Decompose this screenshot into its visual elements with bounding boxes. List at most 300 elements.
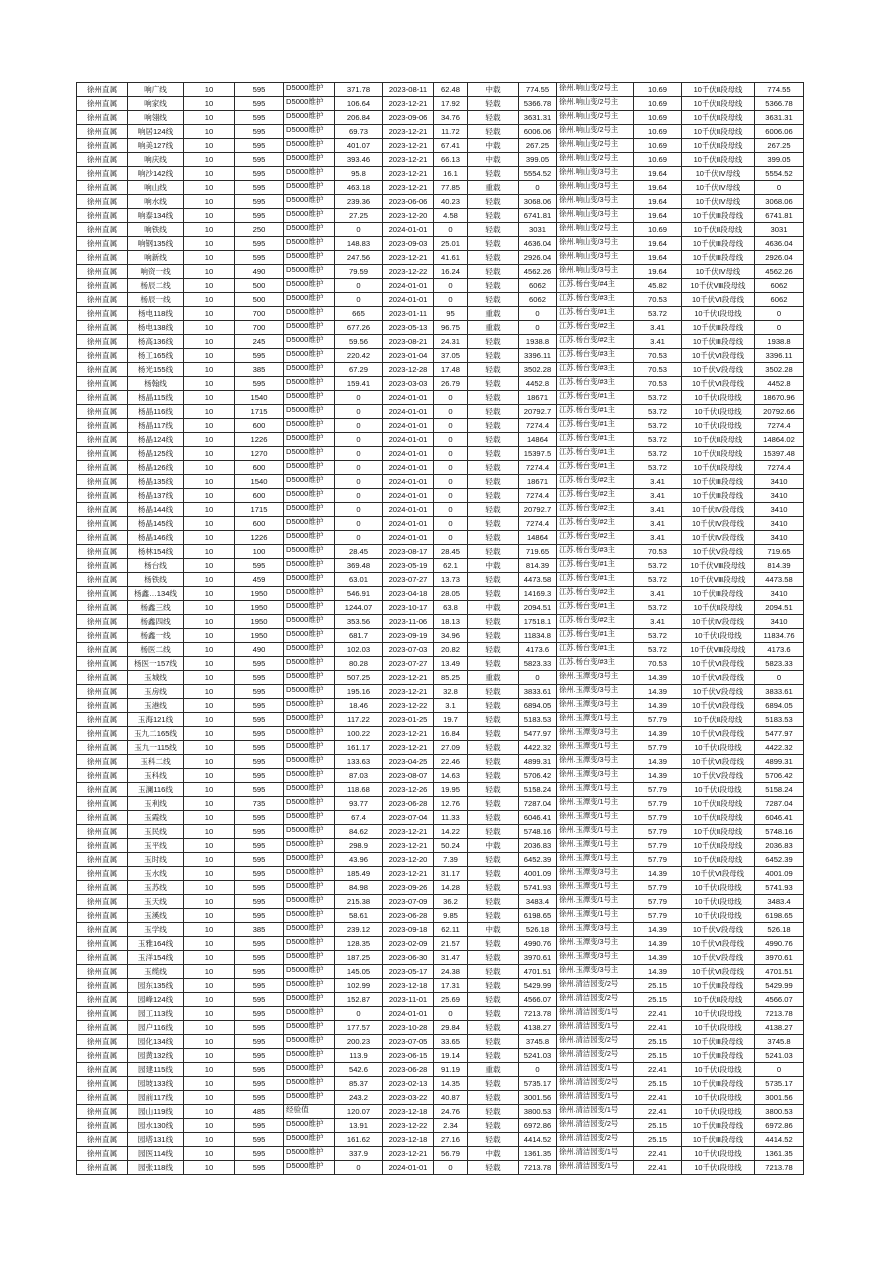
cell-bus: 10千伏Ⅷ段母线 bbox=[682, 573, 755, 587]
cell-voltage: 10 bbox=[184, 181, 235, 195]
cell-bus-available-capacity: 15397.48 bbox=[755, 447, 804, 461]
cell-bus-available-capacity: 814.39 bbox=[755, 559, 804, 573]
table-row bbox=[77, 1133, 804, 1147]
cell-data-source: D5000维护 bbox=[284, 321, 335, 335]
cell-bus-available-capacity: 5241.03 bbox=[755, 1049, 804, 1063]
cell-available-capacity: 1938.8 bbox=[519, 335, 557, 349]
cell-voltage: 10 bbox=[184, 839, 235, 853]
cell-load-rate: 0 bbox=[434, 531, 468, 545]
cell-voltage: 10 bbox=[184, 643, 235, 657]
cell-line-name: 玉民线 bbox=[128, 825, 184, 839]
cell-load-status: 轻载 bbox=[468, 223, 519, 237]
cell-load: 177.57 bbox=[335, 1021, 383, 1035]
cell-substation: 徐州.响山变/2号主 bbox=[557, 153, 634, 167]
cell-capacity: 595 bbox=[235, 657, 284, 671]
cell-transformer-rate: 53.72 bbox=[634, 559, 682, 573]
cell-bus: 10千伏Ⅰ段母线 bbox=[682, 1063, 755, 1077]
cell-date: 2023-07-27 bbox=[383, 657, 434, 671]
table-row bbox=[77, 363, 804, 377]
cell-date: 2023-12-21 bbox=[383, 181, 434, 195]
cell-bus: 10千伏Ⅵ段母线 bbox=[682, 671, 755, 685]
cell-data-source: D5000维护 bbox=[284, 181, 335, 195]
cell-load-status: 轻载 bbox=[468, 755, 519, 769]
cell-substation: 徐州.清洁园变/2号 bbox=[557, 1049, 634, 1063]
cell-line-name: 园山119线 bbox=[128, 1105, 184, 1119]
cell-capacity: 595 bbox=[235, 993, 284, 1007]
cell-capacity: 595 bbox=[235, 181, 284, 195]
cell-bus-available-capacity: 5158.24 bbox=[755, 783, 804, 797]
cell-bus-available-capacity: 4001.09 bbox=[755, 867, 804, 881]
cell-substation: 徐州.清洁园变/2号 bbox=[557, 1119, 634, 1133]
cell-data-source: D5000维护 bbox=[284, 587, 335, 601]
cell-organization: 徐州直属 bbox=[77, 1133, 128, 1147]
cell-substation: 徐州.响山变/2号主 bbox=[557, 139, 634, 153]
cell-line-name: 杨医二线 bbox=[128, 643, 184, 657]
cell-voltage: 10 bbox=[184, 895, 235, 909]
cell-line-name: 玉洋154线 bbox=[128, 951, 184, 965]
cell-load: 220.42 bbox=[335, 349, 383, 363]
cell-transformer-rate: 25.15 bbox=[634, 1077, 682, 1091]
cell-organization: 徐州直属 bbox=[77, 797, 128, 811]
cell-substation: 徐州.清洁园变/2号 bbox=[557, 1077, 634, 1091]
cell-organization: 徐州直属 bbox=[77, 279, 128, 293]
cell-load: 239.12 bbox=[335, 923, 383, 937]
cell-transformer-rate: 10.69 bbox=[634, 223, 682, 237]
cell-bus: 10千伏Ⅴ段母线 bbox=[682, 923, 755, 937]
cell-load: 87.03 bbox=[335, 769, 383, 783]
cell-load-status: 轻载 bbox=[468, 937, 519, 951]
cell-capacity: 595 bbox=[235, 811, 284, 825]
cell-substation: 徐州.玉潭变/3号主 bbox=[557, 867, 634, 881]
cell-data-source: D5000维护 bbox=[284, 951, 335, 965]
cell-bus: 10千伏Ⅰ段母线 bbox=[682, 895, 755, 909]
cell-organization: 徐州直属 bbox=[77, 937, 128, 951]
cell-capacity: 595 bbox=[235, 377, 284, 391]
cell-bus: 10千伏Ⅵ段母线 bbox=[682, 965, 755, 979]
cell-organization: 徐州直属 bbox=[77, 727, 128, 741]
cell-date: 2023-08-11 bbox=[383, 83, 434, 97]
cell-substation: 徐州.清洁园变/1号 bbox=[557, 1063, 634, 1077]
cell-available-capacity: 4636.04 bbox=[519, 237, 557, 251]
cell-data-source: D5000维护 bbox=[284, 657, 335, 671]
cell-date: 2023-01-04 bbox=[383, 349, 434, 363]
table-row bbox=[77, 615, 804, 629]
cell-load: 133.63 bbox=[335, 755, 383, 769]
cell-voltage: 10 bbox=[184, 377, 235, 391]
cell-transformer-rate: 19.64 bbox=[634, 265, 682, 279]
cell-date: 2023-06-28 bbox=[383, 797, 434, 811]
table-row bbox=[77, 321, 804, 335]
cell-capacity: 595 bbox=[235, 167, 284, 181]
table-row bbox=[77, 475, 804, 489]
cell-substation: 徐州.玉潭变/3号主 bbox=[557, 699, 634, 713]
cell-substation: 江苏.杨台变/#3主 bbox=[557, 377, 634, 391]
cell-substation: 徐州.清洁园变/2号 bbox=[557, 1035, 634, 1049]
cell-line-name: 杨晶115线 bbox=[128, 391, 184, 405]
cell-bus: 10千伏Ⅵ段母线 bbox=[682, 349, 755, 363]
cell-data-source: D5000维护 bbox=[284, 419, 335, 433]
cell-data-source: D5000维护 bbox=[284, 279, 335, 293]
cell-load-status: 轻载 bbox=[468, 741, 519, 755]
cell-transformer-rate: 53.72 bbox=[634, 405, 682, 419]
cell-load: 0 bbox=[335, 419, 383, 433]
cell-bus: 10千伏Ⅱ段母线 bbox=[682, 825, 755, 839]
cell-voltage: 10 bbox=[184, 699, 235, 713]
cell-line-name: 杨晶117线 bbox=[128, 419, 184, 433]
cell-load-rate: 31.47 bbox=[434, 951, 468, 965]
cell-date: 2023-09-19 bbox=[383, 629, 434, 643]
cell-capacity: 595 bbox=[235, 1035, 284, 1049]
cell-capacity: 595 bbox=[235, 671, 284, 685]
cell-load-status: 轻载 bbox=[468, 909, 519, 923]
cell-available-capacity: 3745.8 bbox=[519, 1035, 557, 1049]
cell-data-source: D5000维护 bbox=[284, 643, 335, 657]
cell-available-capacity: 5823.33 bbox=[519, 657, 557, 671]
table-row bbox=[77, 517, 804, 531]
cell-available-capacity: 4001.09 bbox=[519, 867, 557, 881]
cell-organization: 徐州直属 bbox=[77, 685, 128, 699]
cell-load-rate: 0 bbox=[434, 391, 468, 405]
cell-data-source: D5000维护 bbox=[284, 377, 335, 391]
cell-date: 2023-12-21 bbox=[383, 867, 434, 881]
table-row bbox=[77, 335, 804, 349]
cell-load-rate: 16.84 bbox=[434, 727, 468, 741]
cell-load-rate: 13.73 bbox=[434, 573, 468, 587]
cell-line-name: 杨晶146线 bbox=[128, 531, 184, 545]
cell-substation: 江苏.杨台变/#1主 bbox=[557, 629, 634, 643]
cell-bus: 10千伏Ⅰ段母线 bbox=[682, 1161, 755, 1175]
cell-organization: 徐州直属 bbox=[77, 1007, 128, 1021]
cell-available-capacity: 5429.99 bbox=[519, 979, 557, 993]
table-row bbox=[77, 545, 804, 559]
cell-bus-available-capacity: 4562.26 bbox=[755, 265, 804, 279]
cell-bus-available-capacity: 4473.58 bbox=[755, 573, 804, 587]
table-row bbox=[77, 125, 804, 139]
cell-line-name: 玉房线 bbox=[128, 685, 184, 699]
cell-capacity: 600 bbox=[235, 419, 284, 433]
cell-date: 2023-09-18 bbox=[383, 923, 434, 937]
cell-date: 2023-06-30 bbox=[383, 951, 434, 965]
cell-load-status: 轻载 bbox=[468, 531, 519, 545]
cell-data-source: D5000维护 bbox=[284, 545, 335, 559]
cell-available-capacity: 20792.7 bbox=[519, 405, 557, 419]
cell-load: 102.99 bbox=[335, 979, 383, 993]
cell-voltage: 10 bbox=[184, 489, 235, 503]
cell-load: 0 bbox=[335, 1007, 383, 1021]
cell-capacity: 245 bbox=[235, 335, 284, 349]
cell-substation: 徐州.玉潭变/3号主 bbox=[557, 755, 634, 769]
cell-substation: 江苏.杨台变/#1主 bbox=[557, 433, 634, 447]
cell-load-status: 轻载 bbox=[468, 419, 519, 433]
cell-voltage: 10 bbox=[184, 405, 235, 419]
cell-line-name: 玉雅164线 bbox=[128, 937, 184, 951]
cell-load: 84.98 bbox=[335, 881, 383, 895]
cell-available-capacity: 719.65 bbox=[519, 545, 557, 559]
cell-bus: 10千伏Ⅲ段母线 bbox=[682, 209, 755, 223]
cell-capacity: 595 bbox=[235, 1091, 284, 1105]
cell-load: 247.56 bbox=[335, 251, 383, 265]
cell-substation: 徐州.玉潭变/3号主 bbox=[557, 965, 634, 979]
cell-load-status: 轻载 bbox=[468, 1035, 519, 1049]
cell-load-status: 轻载 bbox=[468, 895, 519, 909]
cell-available-capacity: 7213.78 bbox=[519, 1007, 557, 1021]
cell-bus-available-capacity: 5748.16 bbox=[755, 825, 804, 839]
cell-bus-available-capacity: 4452.8 bbox=[755, 377, 804, 391]
cell-date: 2023-08-21 bbox=[383, 335, 434, 349]
cell-line-name: 杨电118线 bbox=[128, 307, 184, 321]
cell-load-rate: 85.25 bbox=[434, 671, 468, 685]
table-row bbox=[77, 307, 804, 321]
cell-transformer-rate: 10.69 bbox=[634, 97, 682, 111]
cell-transformer-rate: 14.39 bbox=[634, 769, 682, 783]
cell-transformer-rate: 53.72 bbox=[634, 447, 682, 461]
table-row bbox=[77, 937, 804, 951]
cell-date: 2023-06-06 bbox=[383, 195, 434, 209]
cell-organization: 徐州直属 bbox=[77, 1021, 128, 1035]
cell-capacity: 490 bbox=[235, 265, 284, 279]
cell-load-rate: 4.58 bbox=[434, 209, 468, 223]
cell-transformer-rate: 53.72 bbox=[634, 601, 682, 615]
cell-load-status: 重载 bbox=[468, 671, 519, 685]
cell-voltage: 10 bbox=[184, 167, 235, 181]
cell-available-capacity: 5158.24 bbox=[519, 783, 557, 797]
cell-bus-available-capacity: 774.55 bbox=[755, 83, 804, 97]
cell-organization: 徐州直属 bbox=[77, 853, 128, 867]
table-row bbox=[77, 685, 804, 699]
cell-data-source: D5000维护 bbox=[284, 153, 335, 167]
cell-bus: 10千伏Ⅵ段母线 bbox=[682, 699, 755, 713]
cell-transformer-rate: 3.41 bbox=[634, 475, 682, 489]
cell-bus: 10千伏Ⅱ段母线 bbox=[682, 811, 755, 825]
cell-bus-available-capacity: 399.05 bbox=[755, 153, 804, 167]
cell-data-source: D5000维护 bbox=[284, 727, 335, 741]
cell-date: 2023-12-18 bbox=[383, 1105, 434, 1119]
cell-load-rate: 24.76 bbox=[434, 1105, 468, 1119]
cell-data-source: D5000维护 bbox=[284, 1091, 335, 1105]
cell-bus-available-capacity: 11834.76 bbox=[755, 629, 804, 643]
table-row bbox=[77, 489, 804, 503]
cell-organization: 徐州直属 bbox=[77, 741, 128, 755]
cell-voltage: 10 bbox=[184, 1077, 235, 1091]
cell-line-name: 园东135线 bbox=[128, 979, 184, 993]
cell-load: 152.87 bbox=[335, 993, 383, 1007]
cell-load-status: 轻载 bbox=[468, 769, 519, 783]
cell-load-rate: 11.72 bbox=[434, 125, 468, 139]
table-row bbox=[77, 713, 804, 727]
cell-transformer-rate: 14.39 bbox=[634, 937, 682, 951]
cell-load-rate: 28.45 bbox=[434, 545, 468, 559]
table-row bbox=[77, 209, 804, 223]
cell-organization: 徐州直属 bbox=[77, 839, 128, 853]
table-row bbox=[77, 909, 804, 923]
cell-organization: 徐州直属 bbox=[77, 881, 128, 895]
cell-load: 93.77 bbox=[335, 797, 383, 811]
table-row bbox=[77, 867, 804, 881]
cell-load-status: 轻载 bbox=[468, 1021, 519, 1035]
cell-bus-available-capacity: 4173.6 bbox=[755, 643, 804, 657]
cell-substation: 江苏.杨台变/#2主 bbox=[557, 615, 634, 629]
cell-bus-available-capacity: 6062 bbox=[755, 293, 804, 307]
cell-date: 2024-01-01 bbox=[383, 503, 434, 517]
cell-bus-available-capacity: 2094.51 bbox=[755, 601, 804, 615]
cell-organization: 徐州直属 bbox=[77, 951, 128, 965]
cell-load-rate: 27.09 bbox=[434, 741, 468, 755]
cell-bus-available-capacity: 0 bbox=[755, 1063, 804, 1077]
cell-load: 187.25 bbox=[335, 951, 383, 965]
cell-bus: 10千伏Ⅱ段母线 bbox=[682, 993, 755, 1007]
cell-load-status: 轻载 bbox=[468, 433, 519, 447]
cell-voltage: 10 bbox=[184, 1161, 235, 1175]
cell-transformer-rate: 22.41 bbox=[634, 1161, 682, 1175]
cell-line-name: 杨晶125线 bbox=[128, 447, 184, 461]
cell-bus-available-capacity: 4636.04 bbox=[755, 237, 804, 251]
cell-date: 2023-03-03 bbox=[383, 377, 434, 391]
cell-voltage: 10 bbox=[184, 321, 235, 335]
cell-substation: 徐州.响山变/3号主 bbox=[557, 167, 634, 181]
cell-transformer-rate: 3.41 bbox=[634, 517, 682, 531]
cell-load-rate: 0 bbox=[434, 461, 468, 475]
cell-load: 67.29 bbox=[335, 363, 383, 377]
cell-date: 2024-01-01 bbox=[383, 293, 434, 307]
cell-data-source: D5000维护 bbox=[284, 83, 335, 97]
table-row bbox=[77, 1063, 804, 1077]
cell-data-source: D5000维护 bbox=[284, 97, 335, 111]
cell-load: 0 bbox=[335, 503, 383, 517]
cell-line-name: 响铁线 bbox=[128, 223, 184, 237]
cell-available-capacity: 5366.78 bbox=[519, 97, 557, 111]
cell-load: 0 bbox=[335, 475, 383, 489]
cell-load: 106.64 bbox=[335, 97, 383, 111]
cell-load-status: 中载 bbox=[468, 559, 519, 573]
cell-available-capacity: 3068.06 bbox=[519, 195, 557, 209]
table-row bbox=[77, 601, 804, 615]
cell-line-name: 园前117线 bbox=[128, 1091, 184, 1105]
cell-load-rate: 17.92 bbox=[434, 97, 468, 111]
cell-data-source: D5000维护 bbox=[284, 363, 335, 377]
cell-line-name: 园户116线 bbox=[128, 1021, 184, 1035]
cell-available-capacity: 20792.7 bbox=[519, 503, 557, 517]
cell-load: 120.07 bbox=[335, 1105, 383, 1119]
cell-load: 85.37 bbox=[335, 1077, 383, 1091]
cell-available-capacity: 5477.97 bbox=[519, 727, 557, 741]
table-row bbox=[77, 1091, 804, 1105]
cell-voltage: 10 bbox=[184, 685, 235, 699]
cell-substation: 徐州.响山变/3号主 bbox=[557, 209, 634, 223]
cell-bus-available-capacity: 14864.02 bbox=[755, 433, 804, 447]
cell-load: 128.35 bbox=[335, 937, 383, 951]
table-row bbox=[77, 1035, 804, 1049]
cell-bus: 10千伏Ⅰ段母线 bbox=[682, 881, 755, 895]
cell-bus-available-capacity: 4138.27 bbox=[755, 1021, 804, 1035]
cell-transformer-rate: 14.39 bbox=[634, 867, 682, 881]
cell-bus-available-capacity: 6006.06 bbox=[755, 125, 804, 139]
cell-available-capacity: 2036.83 bbox=[519, 839, 557, 853]
cell-voltage: 10 bbox=[184, 433, 235, 447]
cell-date: 2023-12-21 bbox=[383, 1147, 434, 1161]
cell-load-status: 轻载 bbox=[468, 1119, 519, 1133]
cell-available-capacity: 0 bbox=[519, 321, 557, 335]
cell-data-source: D5000维护 bbox=[284, 251, 335, 265]
table-row bbox=[77, 755, 804, 769]
cell-available-capacity: 5748.16 bbox=[519, 825, 557, 839]
table-row bbox=[77, 391, 804, 405]
cell-data-source: D5000维护 bbox=[284, 615, 335, 629]
cell-line-name: 杨辰二线 bbox=[128, 279, 184, 293]
cell-organization: 徐州直属 bbox=[77, 251, 128, 265]
cell-load-rate: 0 bbox=[434, 279, 468, 293]
table-row bbox=[77, 993, 804, 1007]
cell-data-source: D5000维护 bbox=[284, 713, 335, 727]
cell-voltage: 10 bbox=[184, 825, 235, 839]
cell-load-status: 轻载 bbox=[468, 377, 519, 391]
cell-capacity: 595 bbox=[235, 839, 284, 853]
cell-substation: 徐州.响山变/3号主 bbox=[557, 265, 634, 279]
cell-voltage: 10 bbox=[184, 335, 235, 349]
cell-capacity: 1226 bbox=[235, 531, 284, 545]
cell-load: 393.46 bbox=[335, 153, 383, 167]
cell-organization: 徐州直属 bbox=[77, 391, 128, 405]
cell-date: 2024-01-01 bbox=[383, 1161, 434, 1175]
cell-bus-available-capacity: 7213.78 bbox=[755, 1007, 804, 1021]
cell-available-capacity: 18671 bbox=[519, 391, 557, 405]
cell-data-source: D5000维护 bbox=[284, 1035, 335, 1049]
cell-line-name: 杨鑫三线 bbox=[128, 601, 184, 615]
cell-voltage: 10 bbox=[184, 797, 235, 811]
cell-bus: 10千伏Ⅴ段母线 bbox=[682, 951, 755, 965]
cell-available-capacity: 267.25 bbox=[519, 139, 557, 153]
cell-load-rate: 0 bbox=[434, 1161, 468, 1175]
table-row bbox=[77, 1147, 804, 1161]
cell-available-capacity: 774.55 bbox=[519, 83, 557, 97]
cell-line-name: 玉城线 bbox=[128, 671, 184, 685]
cell-organization: 徐州直属 bbox=[77, 1049, 128, 1063]
cell-organization: 徐州直属 bbox=[77, 755, 128, 769]
cell-available-capacity: 5554.52 bbox=[519, 167, 557, 181]
cell-available-capacity: 6972.86 bbox=[519, 1119, 557, 1133]
cell-capacity: 595 bbox=[235, 97, 284, 111]
cell-voltage: 10 bbox=[184, 209, 235, 223]
cell-load-status: 轻载 bbox=[468, 293, 519, 307]
cell-load-rate: 19.95 bbox=[434, 783, 468, 797]
cell-bus-available-capacity: 3410 bbox=[755, 475, 804, 489]
cell-load-status: 轻载 bbox=[468, 825, 519, 839]
cell-capacity: 595 bbox=[235, 1161, 284, 1175]
cell-organization: 徐州直属 bbox=[77, 629, 128, 643]
cell-capacity: 595 bbox=[235, 125, 284, 139]
cell-organization: 徐州直属 bbox=[77, 923, 128, 937]
cell-line-name: 园坡133线 bbox=[128, 1077, 184, 1091]
cell-bus-available-capacity: 6046.41 bbox=[755, 811, 804, 825]
cell-available-capacity: 17518.1 bbox=[519, 615, 557, 629]
cell-load-rate: 41.61 bbox=[434, 251, 468, 265]
cell-bus-available-capacity: 4990.76 bbox=[755, 937, 804, 951]
cell-load-rate: 11.33 bbox=[434, 811, 468, 825]
cell-data-source: D5000维护 bbox=[284, 475, 335, 489]
cell-available-capacity: 3833.61 bbox=[519, 685, 557, 699]
cell-data-source: D5000维护 bbox=[284, 867, 335, 881]
cell-substation: 徐州.玉潭变/1号主 bbox=[557, 713, 634, 727]
cell-load-rate: 16.1 bbox=[434, 167, 468, 181]
cell-transformer-rate: 53.72 bbox=[634, 643, 682, 657]
cell-bus-available-capacity: 4422.32 bbox=[755, 741, 804, 755]
cell-transformer-rate: 14.39 bbox=[634, 951, 682, 965]
cell-capacity: 595 bbox=[235, 1007, 284, 1021]
cell-line-name: 园塔131线 bbox=[128, 1133, 184, 1147]
cell-voltage: 10 bbox=[184, 419, 235, 433]
table-row bbox=[77, 111, 804, 125]
cell-available-capacity: 4566.07 bbox=[519, 993, 557, 1007]
cell-bus: 10千伏Ⅵ段母线 bbox=[682, 377, 755, 391]
